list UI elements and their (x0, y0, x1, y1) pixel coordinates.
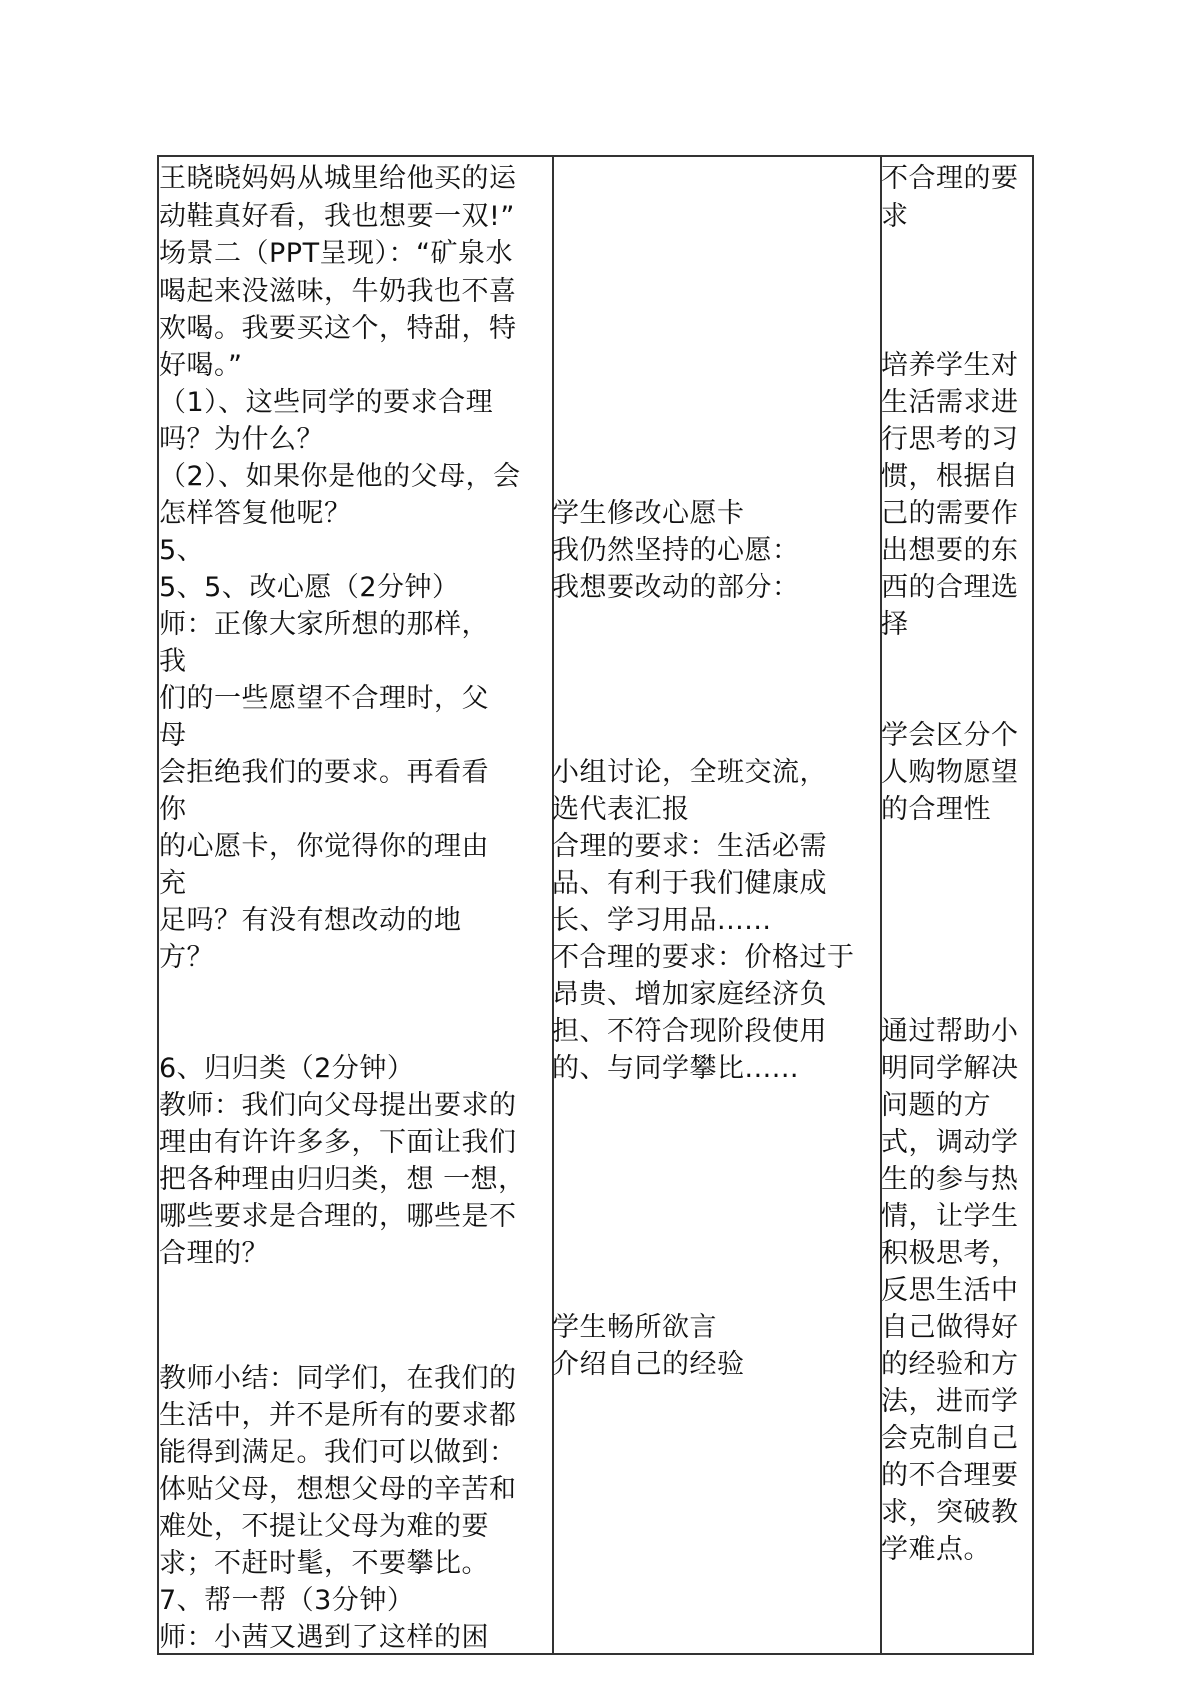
process-text-line: 师：小茜又遇到了这样的困 (159, 1622, 489, 1653)
intent-text-line: 通过帮助小 (881, 1016, 1019, 1047)
intent-text-line: 情，让学生 (881, 1201, 1019, 1232)
process-text-line: 教师：我们向父母提出要求的 (159, 1090, 517, 1121)
intent-text-line: 求，突破教 (881, 1497, 1019, 1528)
process-text-line: 能得到满足。我们可以做到： (159, 1437, 517, 1468)
process-text-line: 你 (159, 794, 187, 825)
intent-text-line: 问题的方 (881, 1090, 991, 1121)
process-text-line: 好喝。” (159, 350, 243, 381)
process-text-line: 把各种理由归归类，想 一想， (159, 1164, 526, 1195)
process-text-line: 充 (159, 868, 187, 899)
intent-text-line: 明同学解决 (881, 1053, 1019, 1084)
process-text-line: 欢喝。我要买这个，特甜，特 (159, 313, 517, 344)
process-text-line: 7、帮一帮（3分钟） (159, 1585, 415, 1616)
process-text-line: 哪些要求是合理的，哪些是不 (159, 1201, 517, 1232)
process-text-line: 难处，不提让父母为难的要 (159, 1511, 489, 1542)
process-text-line: （1）、这些同学的要求合理 (159, 387, 494, 418)
activity-text-line: 我想要改动的部分： (552, 572, 800, 603)
lesson-plan-table (157, 155, 1034, 1655)
intent-text-line: 求 (881, 201, 909, 232)
intent-text-line: 出想要的东 (881, 535, 1019, 566)
intent-text-line: 择 (881, 609, 909, 640)
process-text-line: 5、 (159, 535, 205, 566)
intent-text-line: 惯，根据自 (881, 461, 1019, 492)
activity-text-line: 的、与同学攀比...... (552, 1053, 799, 1084)
activity-text-line: 选代表汇报 (552, 794, 690, 825)
intent-text-line: 会克制自己 (881, 1423, 1019, 1454)
activity-text-line: 小组讨论，全班交流， (552, 757, 827, 788)
activity-text-line: 担、不符合现阶段使用 (552, 1016, 827, 1047)
process-text-line: 师：正像大家所想的那样， (159, 609, 489, 640)
activity-text-line: 合理的要求：生活必需 (552, 831, 827, 862)
intent-text-line: 的经验和方 (881, 1349, 1019, 1380)
activity-text-line: 介绍自己的经验 (552, 1349, 745, 1380)
process-text-line: 求；不赶时髦，不要攀比。 (159, 1548, 489, 1579)
intent-text-line: 式，调动学 (881, 1127, 1019, 1158)
process-text-line: 吗？为什么？ (159, 424, 324, 455)
process-text-line: 教师小结：同学们，在我们的 (159, 1363, 517, 1394)
activity-text-line: 学生畅所欲言 (552, 1312, 717, 1343)
process-text-line: 怎样答复他呢？ (159, 498, 352, 529)
process-text-line: 体贴父母，想想父母的辛苦和 (159, 1474, 517, 1505)
intent-text-line: 反思生活中 (881, 1275, 1019, 1306)
process-text-line: 的心愿卡，你觉得你的理由 (159, 831, 489, 862)
intent-text-line: 学会区分个 (881, 720, 1019, 751)
intent-text-line: 法，进而学 (881, 1386, 1019, 1417)
intent-text-line: 生活需求进 (881, 387, 1019, 418)
intent-text-line: 积极思考， (881, 1238, 1019, 1269)
activity-text-line: 长、学习用品...... (552, 905, 772, 936)
intent-text-line: 不合理的要 (881, 163, 1019, 194)
process-text-line: 们的一些愿望不合理时，父 (159, 683, 489, 714)
activity-text-line: 学生修改心愿卡 (552, 498, 745, 529)
process-text-line: 母 (159, 720, 187, 751)
process-text-line: 5、5、改心愿（2分钟） (159, 572, 460, 603)
process-text-line: 喝起来没滋味，牛奶我也不喜 (159, 276, 517, 307)
process-text-line: 生活中，并不是所有的要求都 (159, 1400, 517, 1431)
process-text-line: （2）、如果你是他的父母，会 (159, 461, 521, 492)
intent-text-line: 的合理性 (881, 794, 991, 825)
activity-text-line: 我仍然坚持的心愿： (552, 535, 800, 566)
activity-text-line: 品、有利于我们健康成 (552, 868, 827, 899)
intent-text-line: 生的参与热 (881, 1164, 1019, 1195)
process-text-line: 场景二（PPT呈现）：“矿泉水 (159, 238, 514, 269)
process-text-line: 动鞋真好看，我也想要一双!” (159, 201, 515, 232)
process-text-line: 足吗？有没有想改动的地 (159, 905, 462, 936)
process-text-line: 6、归归类（2分钟） (159, 1053, 415, 1084)
activity-text-line: 不合理的要求：价格过于 (552, 942, 855, 973)
intent-text-line: 己的需要作 (881, 498, 1019, 529)
process-text-line: 我 (159, 646, 187, 677)
process-text-line: 王晓晓妈妈从城里给他买的运 (159, 163, 517, 194)
intent-text-line: 西的合理选 (881, 572, 1019, 603)
intent-text-line: 自己做得好 (881, 1312, 1019, 1343)
intent-text-line: 学难点。 (881, 1534, 991, 1565)
intent-text-line: 的不合理要 (881, 1460, 1019, 1491)
intent-text-line: 行思考的习 (881, 424, 1019, 455)
activity-text-line: 昂贵、增加家庭经济负 (552, 979, 827, 1010)
process-text-line: 会拒绝我们的要求。再看看 (159, 757, 489, 788)
intent-text-line: 人购物愿望 (881, 757, 1019, 788)
process-text-line: 理由有许许多多，下面让我们 (159, 1127, 517, 1158)
intent-text-line: 培养学生对 (881, 350, 1019, 381)
process-text-line: 合理的？ (159, 1238, 269, 1269)
process-text-line: 方？ (159, 942, 214, 973)
